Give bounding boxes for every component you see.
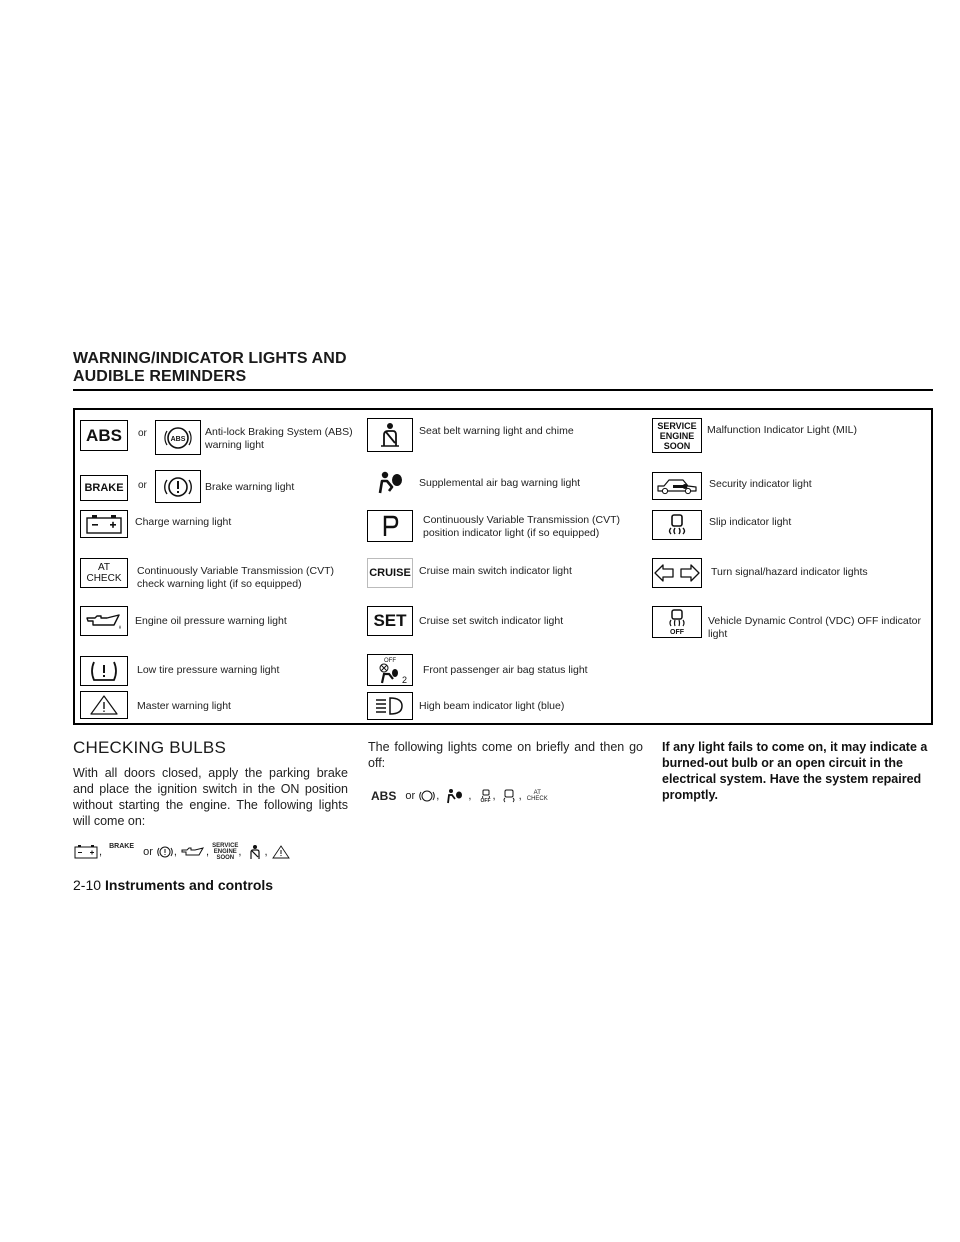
cvt-check-label: Continuously Variable Transmission (CVT) check warning light (if so equipped) [137, 565, 335, 590]
cvt-position-label: Continuously Variable Transmission (CVT) position indicator light (if so equipped) [423, 514, 621, 539]
brake-inline-text: BRAKE [109, 843, 135, 850]
seat-belt-icon [245, 844, 265, 860]
charge-label: Charge warning light [135, 516, 232, 528]
master-warning-icon [80, 691, 128, 719]
slip-icon [652, 510, 702, 540]
comma-text: , [492, 789, 496, 802]
set-label: Cruise set switch indicator light [419, 615, 564, 627]
checking-bulbs-warning: If any light fails to come on, it may indicate a burned-out bulb or an open circuit in the electrical system. Have the system repaired promptly. [662, 740, 928, 802]
or-text: or [138, 480, 147, 491]
high-beam-icon [367, 692, 413, 720]
passenger-off-text: OFF [384, 658, 396, 664]
cruise-icon: CRUISE [367, 558, 413, 588]
set-icon: SET [367, 606, 413, 636]
abs-circle-text: ABS [170, 435, 186, 443]
tire-pressure-icon [80, 656, 128, 686]
or-text: or [143, 845, 153, 858]
passenger-air-bag-status-icon [367, 654, 413, 686]
passenger-air-bag-label: Front passenger air bag status light [423, 664, 588, 676]
vdc-off-label: Vehicle Dynamic Control (VDC) OFF indicator light [708, 615, 921, 640]
section-title-line-2: AUDIBLE REMINDERS [73, 368, 247, 385]
chapter-title: Instruments and controls [105, 877, 274, 893]
oil-can-icon [80, 606, 128, 636]
comma-text: , [238, 845, 242, 858]
section-title-line-1: WARNING/INDICATOR LIGHTS AND [73, 350, 347, 367]
brake-circle-icon [156, 844, 174, 860]
tire-pressure-label: Low tire pressure warning light [137, 664, 280, 676]
comma-text: , [436, 789, 440, 802]
section-rule [73, 389, 933, 391]
checking-bulbs-heading: CHECKING BULBS [73, 738, 227, 757]
master-warning-icon [271, 844, 291, 860]
high-beam-label: High beam indicator light (blue) [419, 700, 565, 712]
abs-circle-icon [155, 420, 201, 455]
comma-text: , [173, 845, 177, 858]
oil-label: Engine oil pressure warning light [135, 615, 287, 627]
service-engine-soon-inline: SERVICE ENGINE SOON [212, 843, 239, 861]
passenger-2-text: 2 [402, 675, 408, 685]
at-check-inline: AT CHECK [526, 790, 548, 802]
brake-label: Brake warning light [205, 481, 295, 493]
service-engine-soon-icon: SERVICE ENGINE SOON [652, 418, 702, 453]
security-icon [652, 472, 702, 500]
vdc-off-inline-icon: OFF [479, 789, 493, 804]
comma-text: , [99, 845, 103, 858]
battery-icon [73, 844, 99, 860]
checking-bulbs-paragraph-2: The following lights come on briefly and then go off: [368, 740, 643, 770]
comma-text: , [518, 789, 522, 802]
brake-icon: BRAKE [80, 475, 128, 501]
security-label: Security indicator light [709, 478, 812, 490]
lights-on-list [73, 843, 348, 867]
air-bag-icon [367, 467, 413, 499]
or-text: or [138, 428, 147, 439]
air-bag-icon [442, 788, 468, 804]
turn-signal-label: Turn signal/hazard indicator lights [711, 566, 868, 578]
abs-inline-text: ABS [371, 789, 397, 803]
air-bag-label: Supplemental air bag warning light [419, 477, 581, 489]
vdc-off-text: OFF [670, 629, 684, 636]
slip-icon [499, 788, 519, 804]
mil-label: Malfunction Indicator Light (MIL) [707, 424, 857, 436]
seat-belt-icon [367, 418, 413, 452]
turn-signal-icon [652, 558, 702, 588]
slip-label: Slip indicator light [709, 516, 792, 528]
cruise-label: Cruise main switch indicator light [419, 565, 572, 577]
abs-label: Anti-lock Braking System (ABS) warning light [205, 426, 353, 451]
oil-can-icon [180, 845, 206, 859]
seat-belt-label: Seat belt warning light and chime [419, 425, 574, 437]
page-footer [73, 877, 273, 893]
at-check-icon: AT CHECK [80, 558, 128, 588]
abs-icon: ABS [80, 420, 128, 451]
master-warning-label: Master warning light [137, 700, 231, 712]
comma-text: , [468, 789, 472, 802]
comma-text: , [264, 845, 268, 858]
checking-bulbs-paragraph-1: With all doors closed, apply the parking brake and place the ignition switch in the ON position without starting the engine. The following lights will come on: [73, 766, 348, 828]
cvt-position-icon [367, 510, 413, 542]
comma-text: , [206, 845, 210, 858]
vdc-off-icon [652, 606, 702, 638]
or-text: or [405, 789, 416, 802]
page-number: 2-10 [73, 877, 102, 893]
indicator-table [73, 408, 933, 725]
brake-circle-icon [155, 470, 201, 503]
lights-briefly-list [371, 788, 646, 810]
abs-circle-icon [418, 788, 436, 804]
battery-icon [80, 510, 128, 538]
section-title [73, 350, 347, 386]
